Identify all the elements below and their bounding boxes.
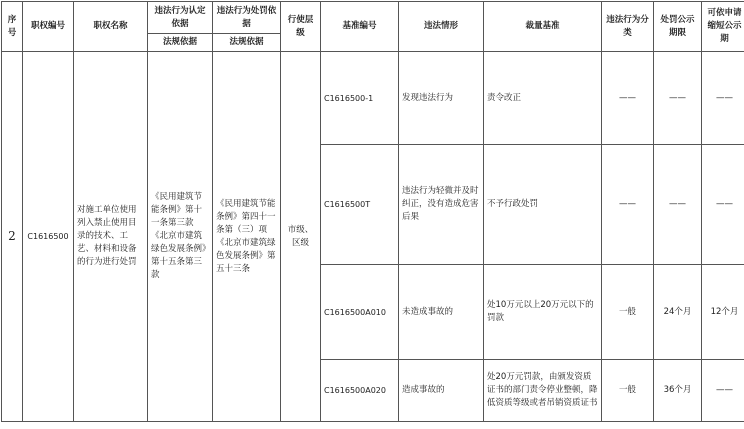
header-name: 职权名称 bbox=[74, 2, 148, 52]
cell-basis-identify: 《民用建筑节能条例》第十一条第三款 《北京市建筑绿色发展条例》第十五条第三款 bbox=[148, 52, 213, 422]
cell-standard: 责令改正 bbox=[484, 52, 602, 145]
cell-category: —— bbox=[602, 52, 654, 145]
header-basis-identify-sub: 法规依据 bbox=[148, 34, 213, 52]
cell-basis-punish: 《民用建筑节能条例》第四十一条第（三）项 《北京市建筑绿色发展条例》第五十三条 bbox=[213, 52, 281, 422]
header-basis-identify: 违法行为认定依据 bbox=[148, 2, 213, 34]
cell-standard: 处20万元罚款，由颁发资质证书的部门责令停业整顿，降低资质等级或者吊销资质证书 bbox=[484, 360, 602, 422]
header-situation: 违法情形 bbox=[399, 2, 484, 52]
cell-standard: 处10万元以上20万元以下的罚款 bbox=[484, 265, 602, 360]
cell-level: 市级、区级 bbox=[281, 52, 321, 422]
discretion-standard-table bbox=[1, 1, 744, 422]
header-code: 职权编号 bbox=[23, 2, 74, 52]
cell-publicity: —— bbox=[654, 52, 702, 145]
cell-category: 一般 bbox=[602, 360, 654, 422]
cell-category: 一般 bbox=[602, 265, 654, 360]
cell-shorten: —— bbox=[702, 360, 744, 422]
header-std-code: 基准编号 bbox=[321, 2, 399, 52]
cell-std-code: C1616500-1 bbox=[321, 52, 399, 145]
header-row bbox=[2, 2, 744, 34]
header-basis-punish: 违法行为处罚依据 bbox=[213, 2, 281, 34]
table-row bbox=[2, 52, 744, 145]
header-publicity: 处罚公示期限 bbox=[654, 2, 702, 52]
cell-shorten: 12个月 bbox=[702, 265, 744, 360]
cell-shorten: —— bbox=[702, 52, 744, 145]
cell-situation: 违法行为轻微并及时纠正，没有造成危害后果 bbox=[399, 145, 484, 265]
cell-seq: 2 bbox=[2, 52, 23, 422]
header-standard: 裁量基准 bbox=[484, 2, 602, 52]
cell-std-code: C1616500T bbox=[321, 145, 399, 265]
cell-std-code: C1616500A020 bbox=[321, 360, 399, 422]
cell-publicity: —— bbox=[654, 145, 702, 265]
cell-standard: 不予行政处罚 bbox=[484, 145, 602, 265]
cell-code: C1616500 bbox=[23, 52, 74, 422]
cell-name: 对施工单位使用列入禁止使用目录的技术、工艺、材料和设备的行为进行处罚 bbox=[74, 52, 148, 422]
cell-category: —— bbox=[602, 145, 654, 265]
cell-publicity: 24个月 bbox=[654, 265, 702, 360]
cell-situation: 未造成事故的 bbox=[399, 265, 484, 360]
cell-std-code: C1616500A010 bbox=[321, 265, 399, 360]
cell-shorten: —— bbox=[702, 145, 744, 265]
header-seq: 序号 bbox=[2, 2, 23, 52]
header-shorten: 可依申请缩短公示期 bbox=[702, 2, 744, 52]
header-level: 行使层级 bbox=[281, 2, 321, 52]
cell-situation: 造成事故的 bbox=[399, 360, 484, 422]
header-category: 违法行为分类 bbox=[602, 2, 654, 52]
header-basis-punish-sub: 法规依据 bbox=[213, 34, 281, 52]
cell-situation: 发现违法行为 bbox=[399, 52, 484, 145]
cell-publicity: 36个月 bbox=[654, 360, 702, 422]
